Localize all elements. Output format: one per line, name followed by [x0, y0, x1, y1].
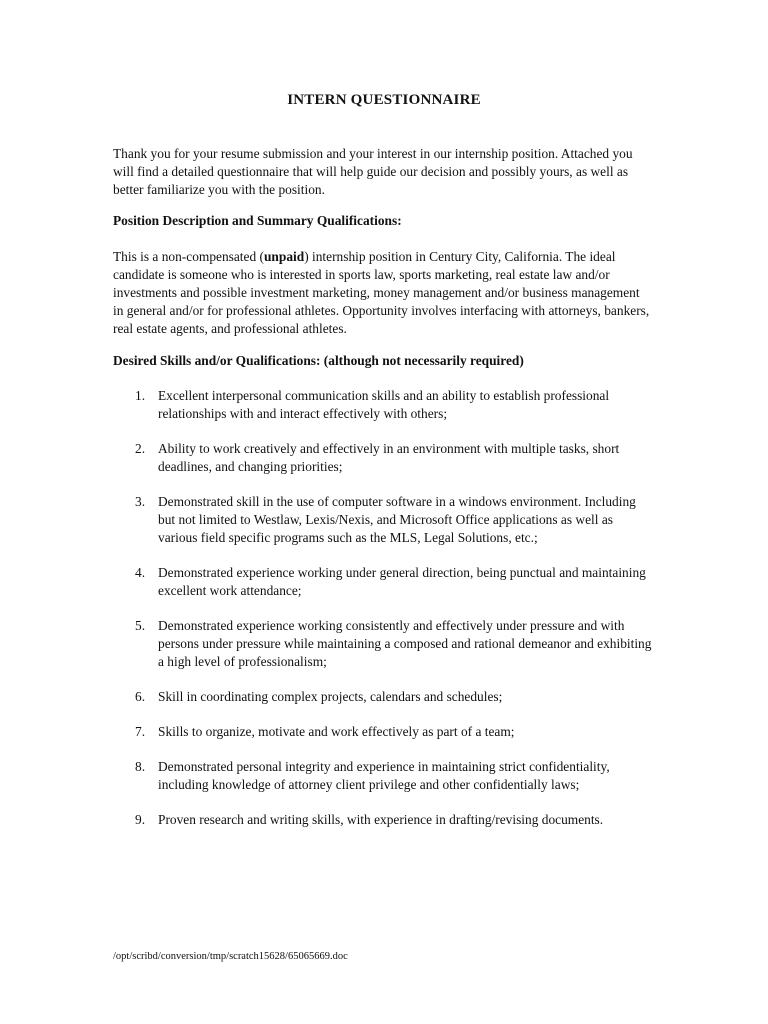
skill-item [113, 723, 653, 741]
description-paragraph [113, 248, 653, 338]
skill-text: Ability to work creatively and effectively in an environment with multiple tasks, short deadlines, and changing priorities; [158, 441, 620, 474]
skill-item [113, 758, 653, 794]
skill-text: Demonstrated personal integrity and experience in maintaining strict confidentiality, including knowledge of attorney client privilege and other confidentially laws; [158, 759, 610, 792]
skill-item [113, 811, 653, 829]
document-title: INTERN QUESTIONNAIRE [287, 92, 481, 108]
skill-number: 1. [135, 388, 146, 403]
description-text-bold: unpaid [263, 249, 305, 264]
skill-number: 3. [135, 494, 146, 509]
skill-item [113, 617, 653, 671]
description-text-after: ) internship position in Century City, California. The ideal candidate is someone who is interested in sports law, sports marketing, real estate law and/or investments and possible investment marketing, money management and/or business management in general and/or for professional athletes. Opportunity involves interfacing with attorneys, bankers, real estate agents, and professional athletes. [113, 249, 650, 336]
intro-paragraph: Thank you for your resume submission and your interest in our internship position. Attached you will find a detailed questionnaire that will help guide our decision and possibly yours, as well as better familiarize you with the position. [113, 146, 633, 197]
skill-item [113, 493, 653, 547]
file-path-footer: /opt/scribd/conversion/tmp/scratch15628/65065669.doc [113, 951, 348, 962]
skill-text: Skills to organize, motivate and work effectively as part of a team; [158, 724, 515, 739]
skill-text: Excellent interpersonal communication skills and an ability to establish professional relationships with and interact effectively with others; [158, 388, 610, 421]
skills-list [113, 387, 653, 846]
skill-item [113, 688, 653, 706]
skill-number: 6. [135, 689, 146, 704]
skill-number: 2. [135, 441, 146, 456]
skill-text: Demonstrated skill in the use of computer software in a windows environment. Including but not limited to Westlaw, Lexis/Nexis, and Microsoft Office applications as well as various field specific programs such as the MLS, Legal Solutions, etc.; [158, 494, 636, 545]
description-text-before: This is a non-compensated ( [113, 249, 264, 264]
skill-text: Skill in coordinating complex projects, calendars and schedules; [158, 689, 503, 704]
skill-item [113, 387, 653, 423]
skill-item [113, 440, 653, 476]
skill-number: 7. [135, 724, 146, 739]
skills-heading: Desired Skills and/or Qualifications: (although not necessarily required) [113, 353, 524, 368]
skill-text: Proven research and writing skills, with experience in drafting/revising documents. [158, 812, 604, 827]
position-heading: Position Description and Summary Qualifications: [113, 213, 402, 228]
skill-number: 8. [135, 759, 146, 774]
skill-text: Demonstrated experience working under general direction, being punctual and maintaining excellent work attendance; [158, 565, 646, 598]
skill-item [113, 564, 653, 600]
skill-number: 9. [135, 812, 146, 827]
skill-number: 5. [135, 618, 146, 633]
skill-text: Demonstrated experience working consistently and effectively under pressure and with persons under pressure while maintaining a composed and rational demeanor and exhibiting a high level of professionalism; [158, 618, 652, 669]
skill-number: 4. [135, 565, 146, 580]
